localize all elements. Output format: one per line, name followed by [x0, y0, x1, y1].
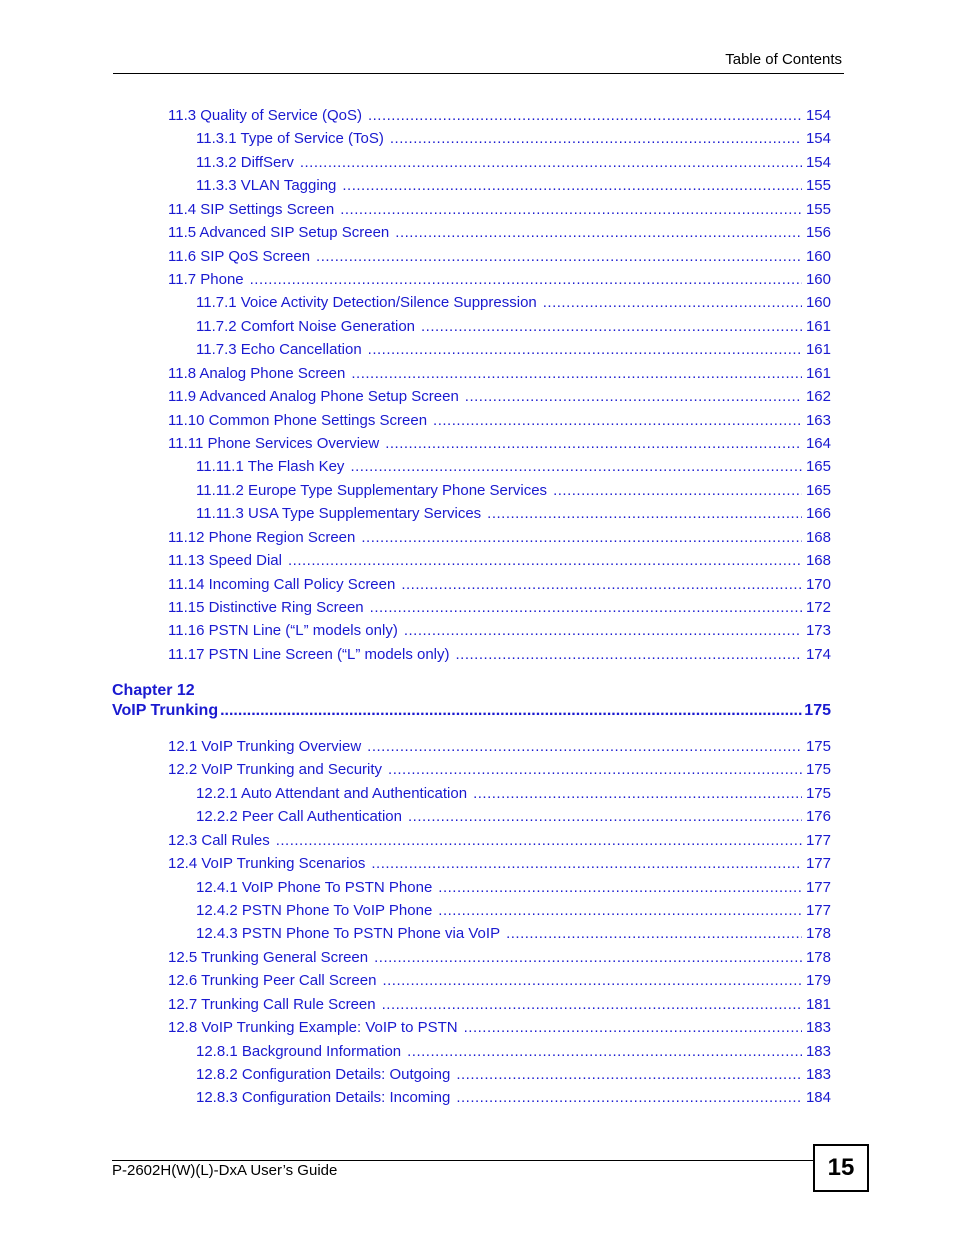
toc-entry[interactable] — [196, 177, 831, 199]
toc-entry-label: 12.8.3 Configuration Details: Incoming — [196, 1089, 451, 1107]
toc-entry[interactable] — [196, 1043, 831, 1065]
toc-entry-label: 11.3.3 VLAN Tagging — [196, 177, 337, 195]
toc-entry[interactable] — [168, 996, 831, 1018]
toc-entry-label: 11.11 Phone Services Overview — [168, 435, 380, 453]
toc-entry-label: 12.1 VoIP Trunking Overview — [168, 738, 362, 755]
toc-entry[interactable] — [168, 738, 831, 760]
toc-entry[interactable] — [168, 412, 831, 434]
toc-entry-label: 11.13 Speed Dial — [168, 552, 282, 570]
toc-entry-label: 11.7.2 Comfort Noise Generation — [196, 317, 416, 335]
toc-entry[interactable] — [168, 646, 831, 668]
dot-leader — [438, 902, 802, 919]
toc-entry[interactable] — [196, 154, 831, 176]
toc-entry-page-number: 183 — [805, 1019, 831, 1037]
toc-entry-page-number: 172 — [805, 599, 831, 617]
toc-entry-page-number: 177 — [805, 902, 831, 919]
dot-leader — [407, 1043, 802, 1060]
toc-entry-label: 11.3.2 DiffServ — [196, 153, 294, 171]
dot-leader — [276, 832, 802, 849]
toc-entry-label: 12.4 VoIP Trunking Scenarios — [168, 855, 366, 873]
dot-leader — [340, 201, 802, 218]
toc-entry[interactable] — [196, 458, 831, 480]
toc-entry-label: 11.11.1 The Flash Key — [196, 458, 345, 476]
toc-entry[interactable] — [196, 318, 831, 340]
dot-leader — [465, 388, 802, 405]
dot-leader — [404, 622, 802, 639]
toc-entry-label: 11.16 PSTN Line (“L” models only) — [168, 622, 398, 640]
toc-entry-label: 12.7 Trunking Call Rule Screen — [168, 995, 376, 1013]
toc-entry-page-number: 161 — [805, 364, 831, 382]
toc-entry-page-number: 170 — [805, 575, 831, 593]
dot-leader — [421, 318, 802, 335]
toc-entry-page-number: 163 — [805, 411, 831, 429]
toc-entry-page-number: 179 — [805, 972, 831, 990]
toc-entry-page-number: 168 — [805, 552, 831, 570]
toc-entry[interactable] — [168, 107, 831, 129]
dot-leader — [382, 996, 802, 1013]
dot-leader — [543, 294, 802, 311]
dot-leader — [300, 154, 802, 171]
toc-entry-page-number: 168 — [805, 528, 831, 546]
dot-leader — [288, 552, 802, 569]
dot-leader — [371, 855, 802, 872]
toc-entry[interactable] — [168, 271, 831, 293]
toc-entry-page-number: 174 — [805, 645, 831, 663]
toc-entry-page-number: 154 — [805, 130, 831, 148]
toc-entry-page-number: 162 — [805, 388, 831, 406]
toc-entry[interactable] — [168, 599, 831, 621]
toc-entry[interactable] — [168, 1019, 831, 1041]
dot-leader — [438, 879, 802, 896]
toc-entry-page-number: 183 — [805, 1042, 831, 1060]
toc-entry[interactable] — [168, 248, 831, 270]
toc-entry[interactable] — [196, 1089, 831, 1111]
dot-leader — [487, 505, 802, 522]
toc-entry[interactable] — [196, 294, 831, 316]
toc-entry-label: 11.9 Advanced Analog Phone Setup Screen — [168, 388, 459, 406]
toc-entry-page-number: 178 — [805, 948, 831, 966]
toc-entry[interactable] — [196, 902, 831, 924]
dot-leader — [395, 224, 802, 241]
toc-entry-page-number: 177 — [805, 855, 831, 873]
dot-leader — [390, 130, 802, 147]
toc-entry-label: 11.14 Incoming Call Policy Screen — [168, 575, 396, 593]
toc-entry-label: 12.4.3 PSTN Phone To PSTN Phone via VoIP — [196, 925, 501, 943]
dot-leader — [456, 1066, 802, 1083]
dot-leader — [388, 761, 802, 778]
toc-entry-label: 11.3.1 Type of Service (ToS) — [196, 130, 384, 148]
toc-entry-page-number: 154 — [805, 107, 831, 124]
toc-entry-label: 12.8 VoIP Trunking Example: VoIP to PSTN — [168, 1019, 458, 1037]
toc-entry-page-number: 166 — [805, 505, 831, 523]
dot-leader — [456, 646, 802, 663]
toc-entry[interactable] — [196, 341, 831, 363]
toc-entry[interactable] — [196, 505, 831, 527]
toc-entry-label: 11.10 Common Phone Settings Screen — [168, 411, 428, 429]
toc-entry-page-number: 183 — [805, 1066, 831, 1084]
toc-entry-page-number: 156 — [805, 224, 831, 242]
chapter-page-number: 175 — [804, 702, 831, 719]
toc-entry-label: 12.2.2 Peer Call Authentication — [196, 808, 402, 826]
toc-entry[interactable] — [168, 949, 831, 971]
toc-entry-page-number: 160 — [805, 247, 831, 265]
dot-leader — [401, 576, 802, 593]
toc-entry[interactable] — [168, 761, 831, 783]
toc-entry-page-number: 161 — [805, 341, 831, 359]
toc-entry-label: 11.6 SIP QoS Screen — [168, 247, 311, 265]
toc-entry-label: 12.2.1 Auto Attendant and Authentication — [196, 784, 468, 802]
dot-leader — [367, 738, 802, 755]
toc-entry[interactable] — [168, 365, 831, 387]
toc-entry-label: 12.4.2 PSTN Phone To VoIP Phone — [196, 902, 433, 919]
toc-entry[interactable] — [168, 435, 831, 457]
header-rule — [113, 73, 844, 74]
dot-leader — [342, 177, 802, 194]
dot-leader — [350, 458, 802, 475]
toc-entry[interactable] — [196, 808, 831, 830]
toc-entry[interactable] — [196, 1066, 831, 1088]
dot-leader — [370, 599, 802, 616]
toc-entry-page-number: 154 — [805, 153, 831, 171]
toc-entry[interactable] — [168, 576, 831, 598]
page-number: 15 — [827, 1154, 855, 1181]
toc-entry-label: 12.3 Call Rules — [168, 831, 270, 849]
toc-entry-label: 11.12 Phone Region Screen — [168, 528, 356, 546]
dot-leader — [250, 271, 802, 288]
toc-entry-label: 12.6 Trunking Peer Call Screen — [168, 972, 377, 990]
toc-entry-page-number: 173 — [805, 622, 831, 640]
toc-entry[interactable] — [196, 879, 831, 901]
footer-guide-title: P-2602H(W)(L)-DxA User’s Guide — [112, 1162, 338, 1179]
dot-leader — [361, 529, 802, 546]
toc-entry-label: 12.2 VoIP Trunking and Security — [168, 761, 383, 779]
toc-entry-label: 11.11.2 Europe Type Supplementary Phone Services — [196, 481, 548, 499]
toc-entry[interactable] — [168, 855, 831, 877]
toc-entry[interactable] — [168, 832, 831, 854]
toc-entry-page-number: 176 — [805, 808, 831, 826]
toc-entry[interactable] — [196, 482, 831, 504]
toc-entry-label: 11.3 Quality of Service (QoS) — [168, 107, 362, 124]
toc-entry-page-number: 161 — [805, 317, 831, 335]
chapter-title-entry[interactable] — [112, 702, 831, 720]
chapter-label[interactable]: Chapter 12 — [112, 682, 195, 699]
toc-entry-page-number: 165 — [805, 458, 831, 476]
toc-entry-label: 11.4 SIP Settings Screen — [168, 200, 335, 218]
toc-entry[interactable] — [168, 972, 831, 994]
toc-entry-label: 12.5 Trunking General Screen — [168, 948, 369, 966]
dot-leader — [316, 248, 802, 265]
dot-leader — [382, 972, 802, 989]
toc-entry-label: 12.8.2 Configuration Details: Outgoing — [196, 1066, 451, 1084]
toc-entry[interactable] — [196, 785, 831, 807]
dot-leader — [473, 785, 802, 802]
toc-entry-page-number: 181 — [805, 995, 831, 1013]
dot-leader — [220, 702, 802, 720]
toc-entry[interactable] — [168, 201, 831, 223]
toc-entry-page-number: 184 — [805, 1089, 831, 1107]
toc-entry[interactable] — [168, 622, 831, 644]
page-number-box — [813, 1144, 869, 1192]
dot-leader — [456, 1089, 802, 1106]
toc-entry-label: 12.8.1 Background Information — [196, 1042, 402, 1060]
toc-entry-label: 11.7.3 Echo Cancellation — [196, 341, 362, 359]
dot-leader — [506, 925, 802, 942]
toc-entry-label: 11.15 Distinctive Ring Screen — [168, 599, 364, 617]
toc-entry-label: 11.8 Analog Phone Screen — [168, 364, 346, 382]
dot-leader — [553, 482, 802, 499]
toc-entry[interactable] — [168, 224, 831, 246]
toc-entry-page-number: 155 — [805, 200, 831, 218]
toc-entry[interactable] — [168, 529, 831, 551]
toc-entry-page-number: 165 — [805, 481, 831, 499]
toc-entry-page-number: 160 — [805, 271, 831, 288]
toc-entry-page-number: 164 — [805, 435, 831, 453]
toc-entry-page-number: 175 — [805, 761, 831, 779]
toc-entry-label: 11.5 Advanced SIP Setup Screen — [168, 224, 390, 242]
toc-entry[interactable] — [168, 388, 831, 410]
toc-entry[interactable] — [196, 130, 831, 152]
dot-leader — [351, 365, 802, 382]
dot-leader — [374, 949, 802, 966]
dot-leader — [408, 808, 802, 825]
toc-entry-page-number: 177 — [805, 878, 831, 896]
running-header: Table of Contents — [725, 51, 842, 68]
toc-entry-page-number: 175 — [805, 784, 831, 802]
chapter-title: VoIP Trunking — [112, 702, 219, 719]
dot-leader — [464, 1019, 802, 1036]
dot-leader — [368, 341, 802, 358]
toc-entry-page-number: 177 — [805, 831, 831, 849]
toc-entry-label: 11.7.1 Voice Activity Detection/Silence Suppression — [196, 294, 537, 312]
dot-leader — [368, 107, 802, 124]
toc-entry-label: 12.4.1 VoIP Phone To PSTN Phone — [196, 878, 433, 896]
toc-entry-label: 11.17 PSTN Line Screen (“L” models only) — [168, 645, 450, 663]
toc-entry-page-number: 175 — [805, 738, 831, 755]
toc-entry-label: 11.11.3 USA Type Supplementary Services — [196, 505, 482, 523]
toc-entry-page-number: 178 — [805, 925, 831, 943]
toc-entry-page-number: 155 — [805, 177, 831, 195]
toc-entry[interactable] — [168, 552, 831, 574]
toc-entry[interactable] — [196, 925, 831, 947]
toc-entry-label: 11.7 Phone — [168, 271, 244, 288]
toc-entry-page-number: 160 — [805, 294, 831, 312]
footer-rule — [112, 1160, 814, 1161]
dot-leader — [385, 435, 802, 452]
dot-leader — [433, 412, 802, 429]
